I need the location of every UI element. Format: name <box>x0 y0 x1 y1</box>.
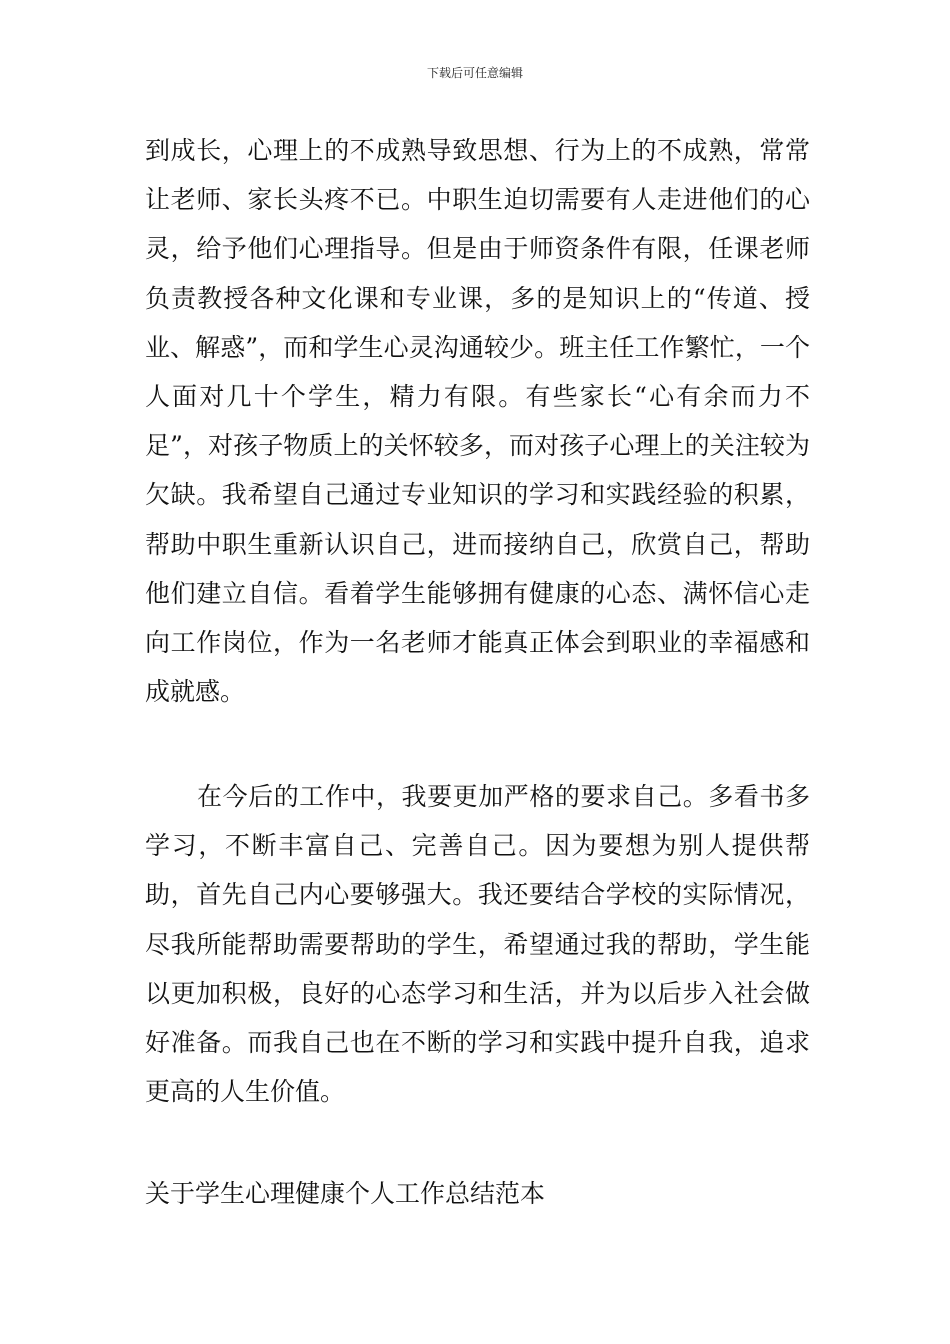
section-heading: 关于学生心理健康个人工作总结范本 <box>145 1179 546 1208</box>
page-header: 下载后可任意编辑 <box>426 66 523 80</box>
body-paragraph-2: 在今后的工作中，我要更加严格的要求自己。多看书多学习，不断丰富自己、完善自己。因为要想为别人提供帮助，首先自己内心要够强大。我还要结合学校的实际情况，尽我所能帮助需要帮助的学生，希望通过我的帮助，学生能以更加积极，良好的心态学习和生活，并为以后步入社会做好准备。而我自己也在不断的学习和实践中提升自我，追求更高的人生价值。 <box>145 782 810 1107</box>
body-paragraph-1: 到成长，心理上的不成熟导致思想、行为上的不成熟，常常让老师、家长头疼不已。中职生迫切需要有人走进他们的心灵，给予他们心理指导。但是由于师资条件有限，任课老师负责教授各种文化课和专业课，多的是知识上的“传道、授业、解惑”，而和学生心灵沟通较少。班主任工作繁忙，一个人面对几十个学生，精力有限。有些家长“心有余而力不足”，对孩子物质上的关怀较多，而对孩子心理上的关注较为欠缺。我希望自己通过专业知识的学习和实践经验的积累，帮助中职生重新认识自己，进而接纳自己，欣赏自己，帮助他们建立自信。看着学生能够拥有健康的心态、满怀信心走向工作岗位，作为一名老师才能真正体会到职业的幸福感和成就感。 <box>145 136 810 707</box>
